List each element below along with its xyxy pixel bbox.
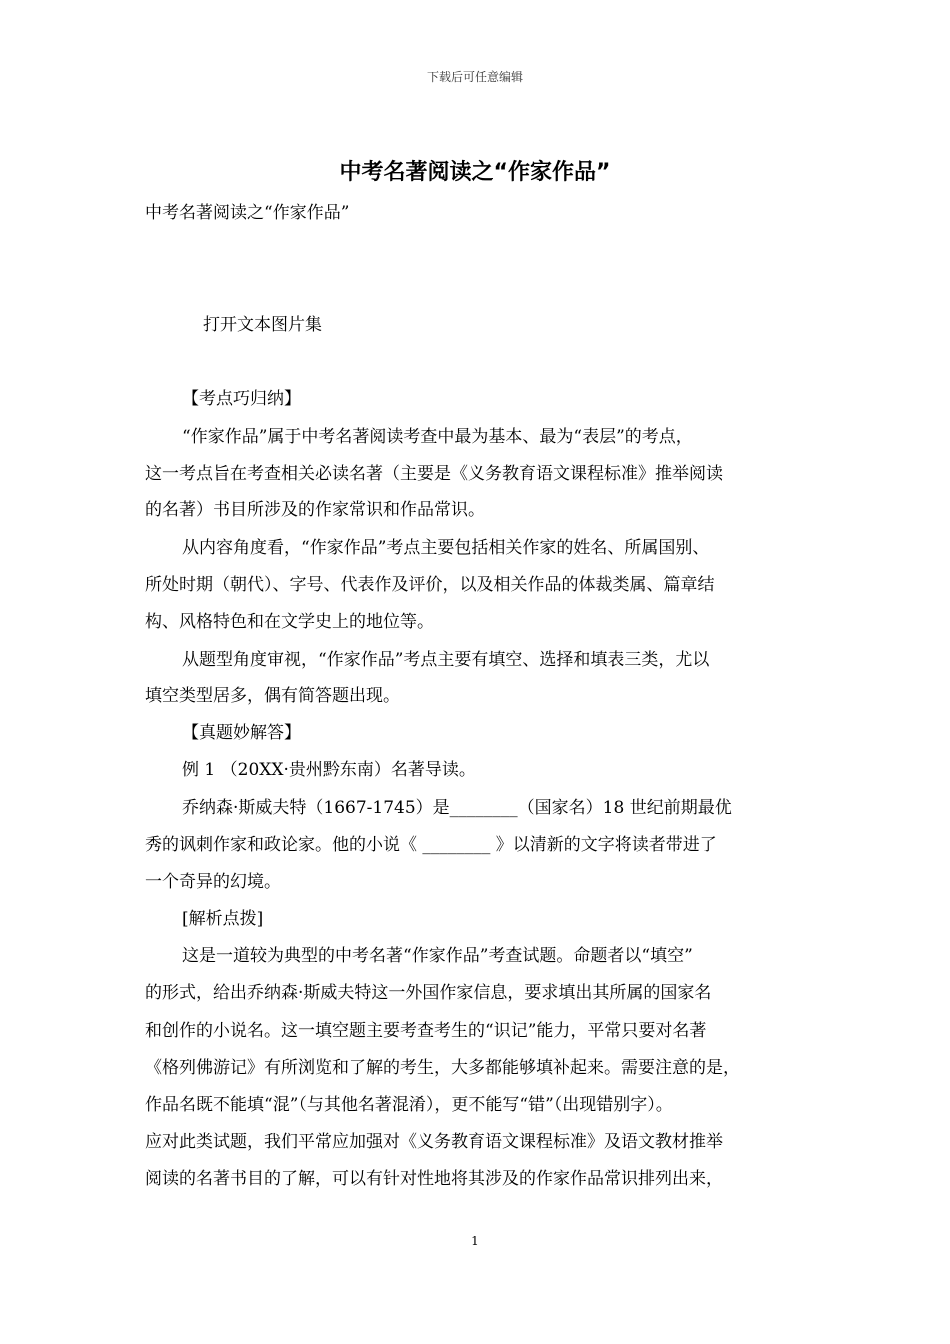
paragraph-line: “作家作品”属于中考名著阅读考查中最为基本、最为“表层”的考点， xyxy=(182,427,693,447)
analysis-heading: [解析点拨] xyxy=(182,909,264,929)
example-heading: 例 1 （20XX·贵州黔东南）名著导读。 xyxy=(182,760,476,780)
document-subtitle: 中考名著阅读之“作家作品” xyxy=(145,203,350,223)
paragraph-line: 的形式，给出乔纳森·斯威夫特这一外国作家信息，要求填出其所属的国家名 xyxy=(145,983,712,1003)
paragraph-line: 构、风格特色和在文学史上的地位等。 xyxy=(145,612,434,632)
paragraph-line: 应对此类试题，我们平常应加强对《义务教育语文课程标准》及语文教材推举 xyxy=(145,1132,723,1152)
paragraph-line: 和创作的小说名。这一填空题主要考查考生的“识记”能力，平常只要对名著 xyxy=(145,1021,707,1041)
page-number: 1 xyxy=(471,1234,479,1248)
open-image-gallery-link[interactable]: 打开文本图片集 xyxy=(203,315,322,335)
paragraph-line: 所处时期（朝代）、字号、代表作及评价，以及相关作品的体裁类属、篇章结 xyxy=(145,575,715,595)
section-heading-key-points: 【考点巧归纳】 xyxy=(182,389,301,409)
paragraph-line: 这是一道较为典型的中考名著“作家作品”考查试题。命题者以“填空” xyxy=(182,946,693,966)
question-line: 乔纳森·斯威夫特（1667-1745）是________（国家名）18 世纪前期最优 xyxy=(182,798,732,818)
paragraph-line: 作品名既不能填“混”（与其他名著混淆），更不能写“错”（出现错别字）。 xyxy=(145,1095,673,1115)
paragraph-line: 阅读的名著书目的了解，可以有针对性地将其涉及的作家作品常识排列出来， xyxy=(145,1169,723,1189)
paragraph-line: 填空类型居多，偶有简答题出现。 xyxy=(145,686,400,706)
question-line: 一个奇异的幻境。 xyxy=(145,872,281,892)
paragraph-line: 这一考点旨在考查相关必读名著（主要是《义务教育语文课程标准》推举阅读 xyxy=(145,464,723,484)
paragraph-line: 从题型角度审视，“作家作品”考点主要有填空、选择和填表三类，尤以 xyxy=(182,650,710,670)
paragraph-line: 《格列佛游记》有所浏览和了解的考生，大多都能够填补起来。需要注意的是， xyxy=(145,1058,740,1078)
paragraph-line: 的名著）书目所涉及的作家常识和作品常识。 xyxy=(145,500,485,520)
document-title: 中考名著阅读之“作家作品” xyxy=(339,160,611,185)
page-header-note: 下载后可任意编辑 xyxy=(426,70,523,84)
question-line: 秀的讽刺作家和政论家。他的小说《 ________ 》以清新的文字将读者带进了 xyxy=(145,835,717,855)
section-heading-exam-answers: 【真题妙解答】 xyxy=(182,723,301,743)
paragraph-line: 从内容角度看，“作家作品”考点主要包括相关作家的姓名、所属国别、 xyxy=(182,538,710,558)
